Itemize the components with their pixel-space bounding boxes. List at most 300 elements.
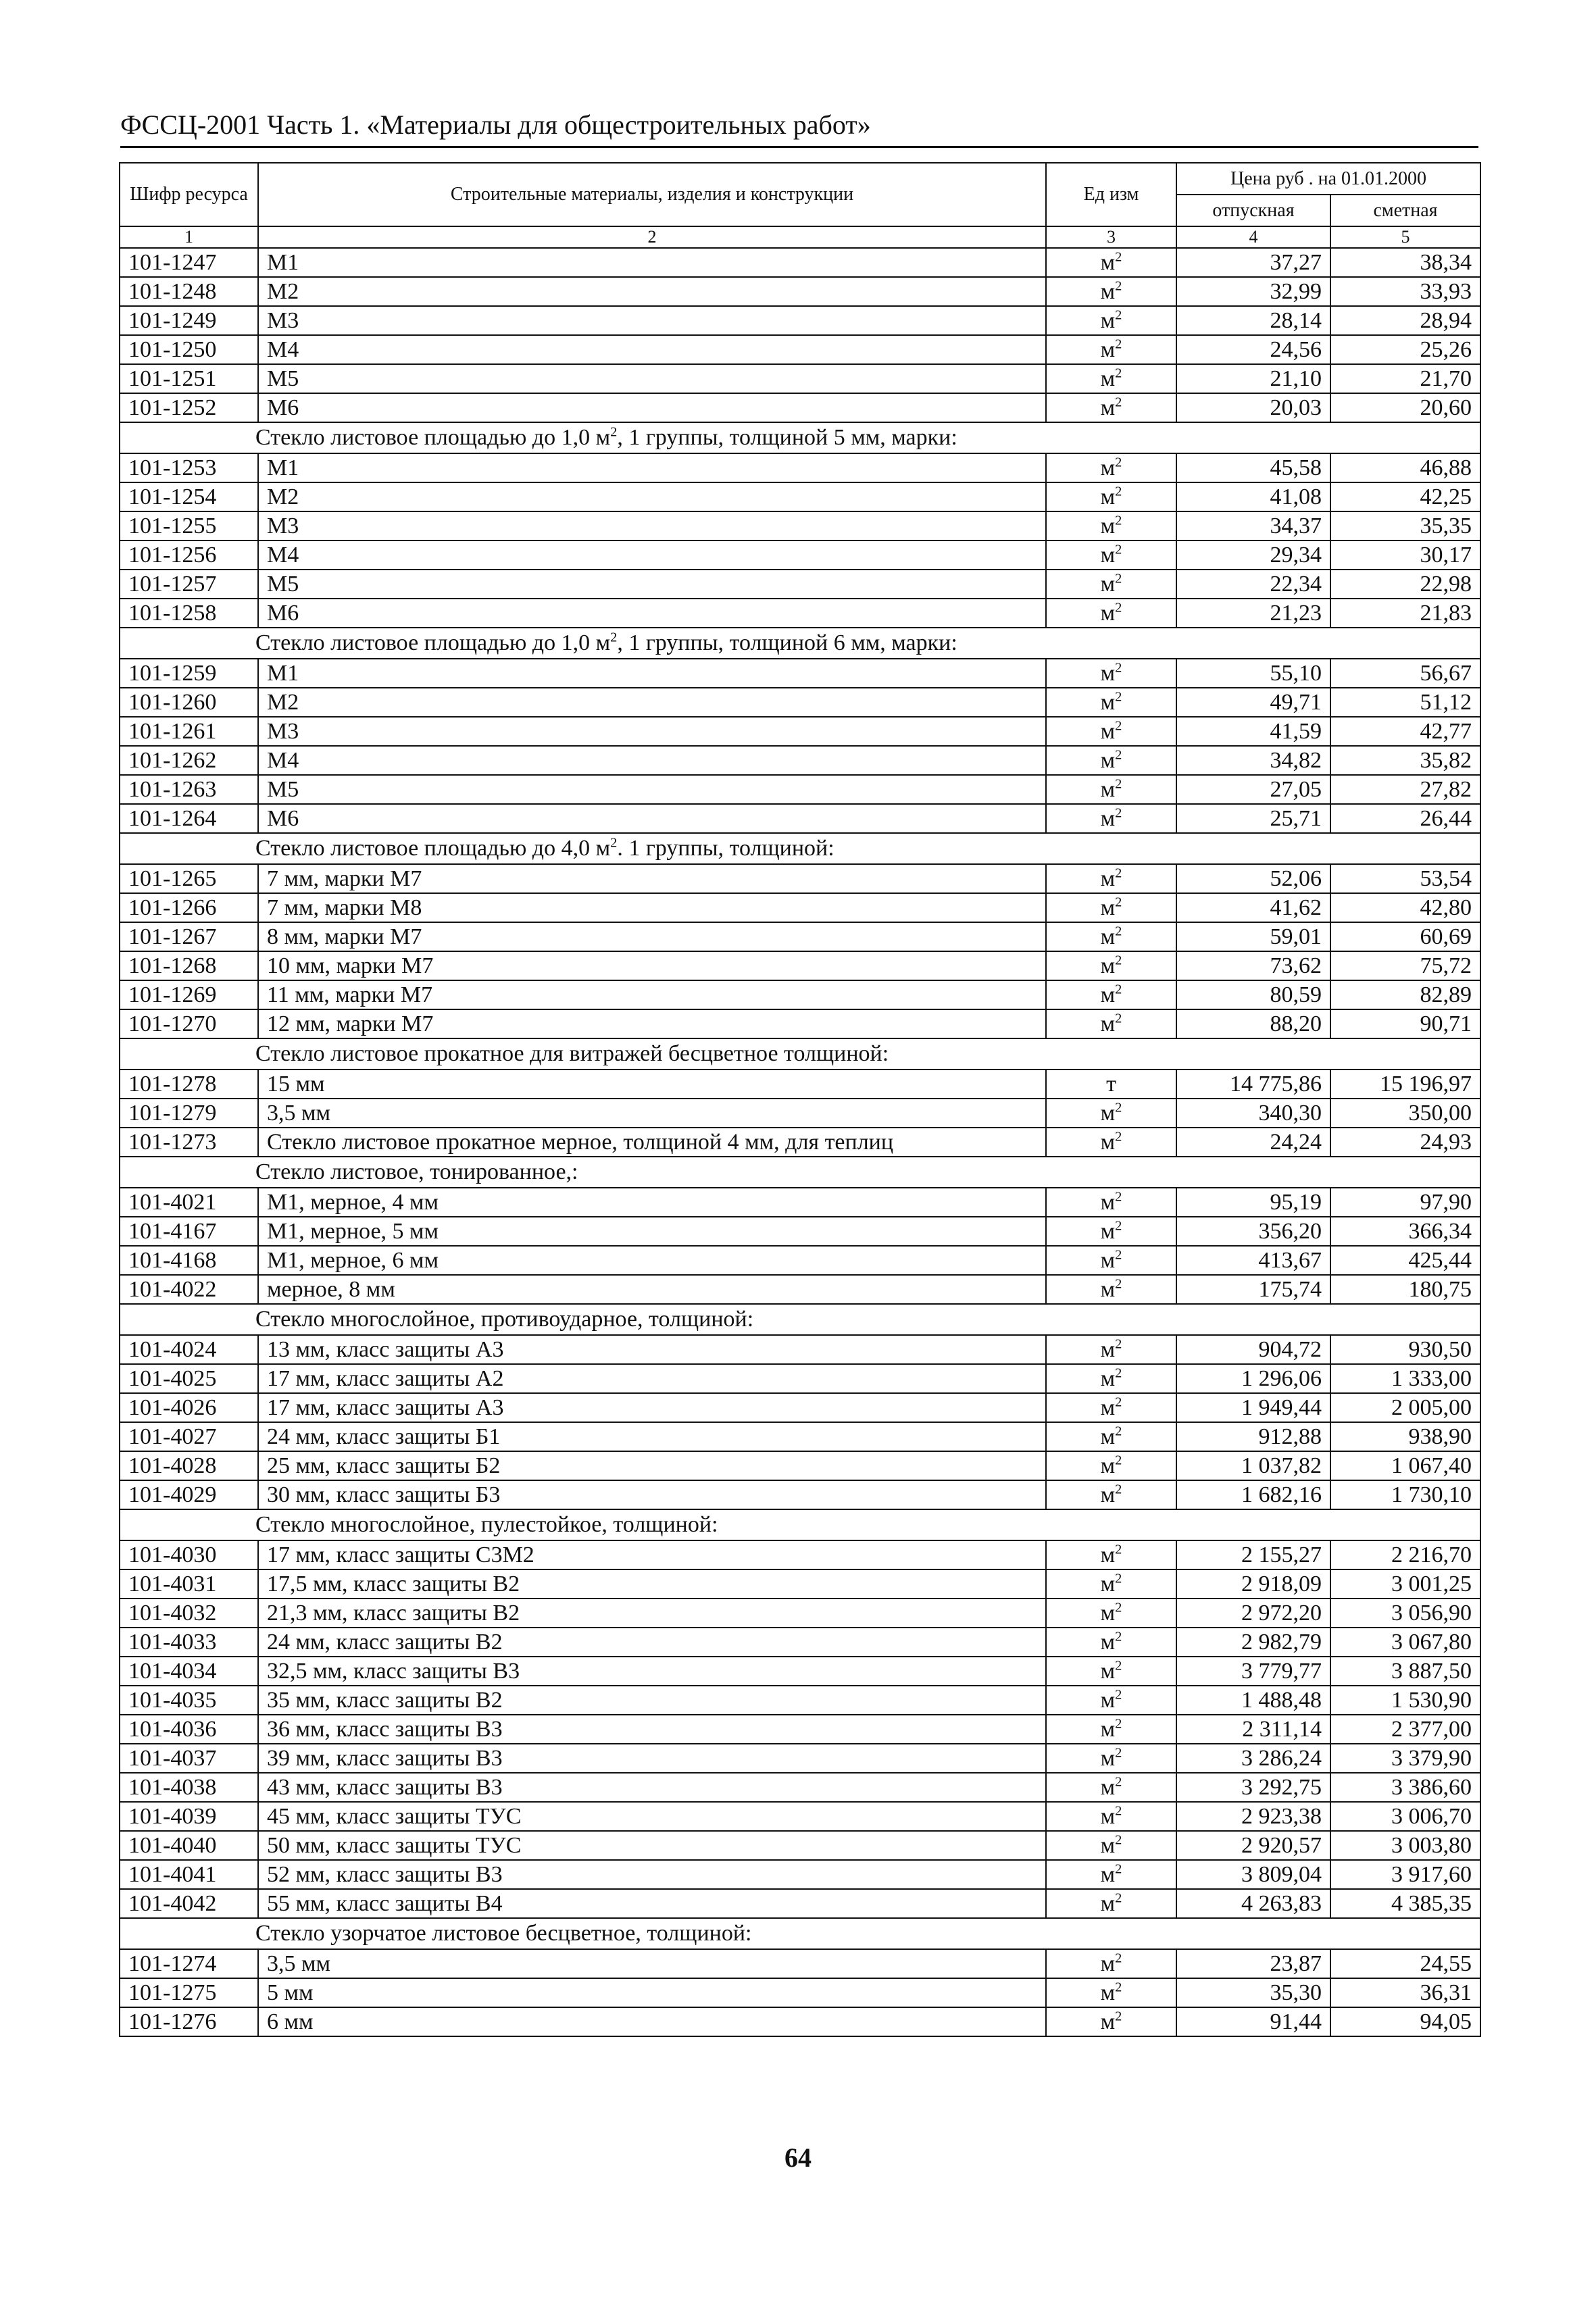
cell-code: 101-4039 xyxy=(120,1802,258,1831)
cell-price-estimate: 33,93 xyxy=(1330,277,1480,306)
unit-text: м xyxy=(1100,1951,1116,1976)
group-heading-text: Стекло листовое, тонированное,: xyxy=(255,1159,578,1184)
cell-name: 24 мм, класс защиты В2 xyxy=(258,1628,1046,1657)
table-row xyxy=(120,1540,1480,1569)
cell-code: 101-1251 xyxy=(120,364,258,393)
cell-unit xyxy=(1046,482,1176,511)
cell-price-estimate: 42,25 xyxy=(1330,482,1480,511)
cell-price-estimate: 38,34 xyxy=(1330,248,1480,277)
cell-unit xyxy=(1046,1628,1176,1657)
cell-name: M3 xyxy=(258,306,1046,335)
table-row xyxy=(120,2007,1480,2036)
header-name: Строительные материалы, изделия и конструкции xyxy=(258,163,1046,226)
cell-name: 10 мм, марки M7 xyxy=(258,951,1046,980)
cell-price-estimate: 20,60 xyxy=(1330,393,1480,422)
cell-name: M3 xyxy=(258,717,1046,746)
unit-text: м xyxy=(1100,1365,1116,1391)
unit-superscript: 2 xyxy=(1115,1276,1122,1292)
cell-price-estimate: 21,83 xyxy=(1330,599,1480,628)
cell-unit xyxy=(1046,804,1176,833)
unit-superscript: 2 xyxy=(1115,776,1122,792)
group-heading-text: Стекло листовое прокатное для витражей бесцветное толщиной: xyxy=(255,1041,889,1066)
table-row xyxy=(120,1569,1480,1599)
table-row xyxy=(120,1275,1480,1304)
table-row xyxy=(120,1802,1480,1831)
cell-price-estimate: 1 067,40 xyxy=(1330,1451,1480,1480)
unit-text: м xyxy=(1100,953,1116,978)
unit-text: м xyxy=(1100,1276,1116,1302)
table-row xyxy=(120,453,1480,482)
cell-price-release: 49,71 xyxy=(1176,688,1330,717)
table-row xyxy=(120,1188,1480,1217)
cell-name: 45 мм, класс защиты ТУС xyxy=(258,1802,1046,1831)
cell-unit xyxy=(1046,540,1176,570)
group-heading-text: Стекло многослойное, противоударное, толщиной: xyxy=(255,1307,754,1332)
cell-price-release: 175,74 xyxy=(1176,1275,1330,1304)
document-title: ФССЦ-2001 Часть 1. «Материалы для общестроительных работ» xyxy=(120,109,871,140)
unit-text: м xyxy=(1100,1861,1116,1887)
cell-name: 3,5 мм xyxy=(258,1949,1046,1978)
table-row xyxy=(120,688,1480,717)
unit-superscript: 2 xyxy=(1115,278,1122,294)
cell-unit xyxy=(1046,277,1176,306)
cell-price-estimate: 25,26 xyxy=(1330,335,1480,364)
unit-superscript: 2 xyxy=(1115,366,1122,381)
unit-superscript: 2 xyxy=(1115,1890,1122,1906)
cell-price-release: 59,01 xyxy=(1176,922,1330,951)
cell-price-estimate: 938,90 xyxy=(1330,1422,1480,1451)
group-heading-row xyxy=(120,1038,1480,1070)
cell-price-estimate: 42,77 xyxy=(1330,717,1480,746)
cell-name: M3 xyxy=(258,511,1046,540)
cell-price-release: 73,62 xyxy=(1176,951,1330,980)
cell-price-estimate: 930,50 xyxy=(1330,1335,1480,1364)
cell-price-release: 37,27 xyxy=(1176,248,1330,277)
group-heading xyxy=(120,1038,1480,1070)
header-code: Шифр ресурса xyxy=(120,163,258,226)
group-heading xyxy=(120,1918,1480,1949)
page-header xyxy=(120,108,1478,148)
cell-name: 52 мм, класс защиты В3 xyxy=(258,1860,1046,1889)
unit-text: м xyxy=(1100,307,1116,333)
table-row xyxy=(120,1451,1480,1480)
unit-text: м xyxy=(1100,1189,1116,1215)
cell-price-estimate: 180,75 xyxy=(1330,1275,1480,1304)
unit-text: м xyxy=(1100,1687,1116,1713)
unit-superscript: 2 xyxy=(1115,1687,1122,1703)
group-heading-text: Стекло листовое площадью до 1,0 м xyxy=(255,630,611,655)
header-unit: Ед изм xyxy=(1046,163,1176,226)
cell-name: M5 xyxy=(258,775,1046,804)
cell-code: 101-4026 xyxy=(120,1393,258,1422)
cell-name: 21,3 мм, класс защиты В2 xyxy=(258,1599,1046,1628)
cell-unit xyxy=(1046,951,1176,980)
unit-superscript: 2 xyxy=(1115,249,1122,265)
cell-unit xyxy=(1046,1802,1176,1831)
cell-unit xyxy=(1046,746,1176,775)
cell-name: M1 xyxy=(258,453,1046,482)
unit-text: м xyxy=(1100,1100,1116,1126)
cell-unit xyxy=(1046,1949,1176,1978)
table-row xyxy=(120,864,1480,893)
unit-superscript: 2 xyxy=(1115,1658,1122,1674)
table-row xyxy=(120,1773,1480,1802)
cell-code: 101-4031 xyxy=(120,1569,258,1599)
unit-text: м xyxy=(1100,484,1116,509)
cell-price-estimate: 60,69 xyxy=(1330,922,1480,951)
cell-code: 101-1265 xyxy=(120,864,258,893)
cell-price-release: 2 923,38 xyxy=(1176,1802,1330,1831)
cell-name: 43 мм, класс защиты В3 xyxy=(258,1773,1046,1802)
cell-price-estimate: 90,71 xyxy=(1330,1009,1480,1038)
table-row xyxy=(120,1657,1480,1686)
unit-text: м xyxy=(1100,1600,1116,1626)
cell-code: 101-1276 xyxy=(120,2007,258,2036)
unit-superscript: 2 xyxy=(1115,1745,1122,1761)
table-row xyxy=(120,1949,1480,1978)
cell-name: M5 xyxy=(258,364,1046,393)
cell-unit xyxy=(1046,1540,1176,1569)
cell-price-release: 14 775,86 xyxy=(1176,1070,1330,1099)
cell-price-release: 20,03 xyxy=(1176,393,1330,422)
cell-name: Стекло листовое прокатное мерное, толщиной 4 мм, для теплиц xyxy=(258,1128,1046,1157)
unit-text: м xyxy=(1100,600,1116,626)
group-heading-row xyxy=(120,628,1480,659)
cell-code: 101-4032 xyxy=(120,1599,258,1628)
cell-price-estimate: 3 379,90 xyxy=(1330,1744,1480,1773)
cell-code: 101-4024 xyxy=(120,1335,258,1364)
cell-unit xyxy=(1046,1364,1176,1393)
cell-name: 55 мм, класс защиты В4 xyxy=(258,1889,1046,1918)
header-col-number: 3 xyxy=(1046,226,1176,248)
cell-price-release: 88,20 xyxy=(1176,1009,1330,1038)
cell-price-estimate: 425,44 xyxy=(1330,1246,1480,1275)
group-heading-superscript: 2 xyxy=(610,424,618,440)
table-row xyxy=(120,248,1480,277)
unit-superscript: 2 xyxy=(1115,1774,1122,1790)
unit-text: м xyxy=(1100,805,1116,831)
cell-name: 17 мм, класс защиты А3 xyxy=(258,1393,1046,1422)
cell-code: 101-4027 xyxy=(120,1422,258,1451)
cell-code: 101-4036 xyxy=(120,1715,258,1744)
unit-text: м xyxy=(1100,689,1116,715)
cell-price-estimate: 350,00 xyxy=(1330,1099,1480,1128)
unit-superscript: 2 xyxy=(1115,600,1122,615)
unit-text: м xyxy=(1100,455,1116,480)
table-row xyxy=(120,599,1480,628)
unit-text: м xyxy=(1100,1336,1116,1362)
unit-text: м xyxy=(1100,2009,1116,2034)
cell-code: 101-1264 xyxy=(120,804,258,833)
unit-text: м xyxy=(1100,776,1116,802)
cell-code: 101-1253 xyxy=(120,453,258,482)
cell-unit xyxy=(1046,893,1176,922)
unit-superscript: 2 xyxy=(1115,455,1122,470)
cell-unit xyxy=(1046,1657,1176,1686)
cell-unit xyxy=(1046,1715,1176,1744)
cell-price-estimate: 97,90 xyxy=(1330,1188,1480,1217)
cell-name: 13 мм, класс защиты А3 xyxy=(258,1335,1046,1364)
unit-superscript: 2 xyxy=(1115,571,1122,586)
cell-unit xyxy=(1046,1773,1176,1802)
table-row xyxy=(120,1628,1480,1657)
cell-name: 12 мм, марки M7 xyxy=(258,1009,1046,1038)
group-heading xyxy=(120,1509,1480,1540)
table-row xyxy=(120,1070,1480,1099)
cell-unit xyxy=(1046,1275,1176,1304)
cell-name: 17,5 мм, класс защиты В2 xyxy=(258,1569,1046,1599)
cell-price-estimate: 46,88 xyxy=(1330,453,1480,482)
cell-price-estimate: 1 530,90 xyxy=(1330,1686,1480,1715)
unit-text: м xyxy=(1100,571,1116,597)
cell-price-estimate: 42,80 xyxy=(1330,893,1480,922)
cell-price-release: 28,14 xyxy=(1176,306,1330,335)
unit-superscript: 2 xyxy=(1115,336,1122,352)
cell-code: 101-4035 xyxy=(120,1686,258,1715)
cell-name: M2 xyxy=(258,482,1046,511)
cell-price-release: 4 263,83 xyxy=(1176,1889,1330,1918)
header-col-number: 1 xyxy=(120,226,258,248)
cell-price-estimate: 56,67 xyxy=(1330,659,1480,688)
unit-text: м xyxy=(1100,747,1116,773)
cell-unit xyxy=(1046,1217,1176,1246)
cell-name: 36 мм, класс защиты В3 xyxy=(258,1715,1046,1744)
table-body xyxy=(120,248,1480,2036)
unit-superscript: 2 xyxy=(1115,1629,1122,1644)
unit-superscript: 2 xyxy=(1115,1011,1122,1026)
cell-price-release: 3 292,75 xyxy=(1176,1773,1330,1802)
cell-price-release: 32,99 xyxy=(1176,277,1330,306)
unit-text: м xyxy=(1100,1247,1116,1273)
cell-price-release: 35,30 xyxy=(1176,1978,1330,2007)
table-row xyxy=(120,1364,1480,1393)
unit-superscript: 2 xyxy=(1115,2009,1122,2024)
table-row xyxy=(120,1393,1480,1422)
cell-code: 101-4042 xyxy=(120,1889,258,1918)
unit-text: м xyxy=(1100,542,1116,568)
cell-name: M6 xyxy=(258,599,1046,628)
cell-price-release: 34,82 xyxy=(1176,746,1330,775)
cell-name: M4 xyxy=(258,335,1046,364)
group-heading-row xyxy=(120,422,1480,453)
unit-superscript: 2 xyxy=(1115,1951,1122,1966)
cell-name: M1 xyxy=(258,248,1046,277)
cell-unit xyxy=(1046,248,1176,277)
cell-price-release: 41,59 xyxy=(1176,717,1330,746)
cell-name: 24 мм, класс защиты Б1 xyxy=(258,1422,1046,1451)
cell-name: 32,5 мм, класс защиты В3 xyxy=(258,1657,1046,1686)
cell-unit xyxy=(1046,1128,1176,1157)
header-col-number: 5 xyxy=(1330,226,1480,248)
cell-price-estimate: 30,17 xyxy=(1330,540,1480,570)
header-col-number: 4 xyxy=(1176,226,1330,248)
table-row xyxy=(120,1099,1480,1128)
cell-price-estimate: 3 001,25 xyxy=(1330,1569,1480,1599)
table-row xyxy=(120,1335,1480,1364)
cell-code: 101-1256 xyxy=(120,540,258,570)
unit-superscript: 2 xyxy=(1115,805,1122,821)
unit-text: м xyxy=(1100,982,1116,1007)
cell-code: 101-4041 xyxy=(120,1860,258,1889)
cell-unit xyxy=(1046,1744,1176,1773)
cell-unit xyxy=(1046,1246,1176,1275)
table-row xyxy=(120,1715,1480,1744)
cell-price-release: 3 809,04 xyxy=(1176,1860,1330,1889)
cell-unit xyxy=(1046,864,1176,893)
cell-price-release: 55,10 xyxy=(1176,659,1330,688)
header-price-release: отпускная xyxy=(1176,195,1330,226)
unit-superscript: 2 xyxy=(1115,1394,1122,1410)
cell-price-estimate: 27,82 xyxy=(1330,775,1480,804)
table-row xyxy=(120,1599,1480,1628)
table-row xyxy=(120,277,1480,306)
cell-name: 15 мм xyxy=(258,1070,1046,1099)
cell-unit xyxy=(1046,335,1176,364)
cell-unit xyxy=(1046,393,1176,422)
cell-price-estimate: 36,31 xyxy=(1330,1978,1480,2007)
cell-name: 50 мм, класс защиты ТУС xyxy=(258,1831,1046,1860)
cell-name: M1, мерное, 6 мм xyxy=(258,1246,1046,1275)
table-row xyxy=(120,540,1480,570)
cell-name: 17 мм, класс защиты А2 xyxy=(258,1364,1046,1393)
table-row xyxy=(120,775,1480,804)
cell-name: M4 xyxy=(258,540,1046,570)
cell-code: 101-4037 xyxy=(120,1744,258,1773)
cell-name: M2 xyxy=(258,688,1046,717)
unit-text: м xyxy=(1100,660,1116,686)
unit-text: м xyxy=(1100,513,1116,538)
cell-price-release: 41,08 xyxy=(1176,482,1330,511)
cell-code: 101-1267 xyxy=(120,922,258,951)
cell-unit xyxy=(1046,364,1176,393)
cell-unit xyxy=(1046,1335,1176,1364)
cell-price-release: 91,44 xyxy=(1176,2007,1330,2036)
unit-text: м xyxy=(1100,1803,1116,1829)
unit-superscript: 2 xyxy=(1115,395,1122,410)
cell-name: 5 мм xyxy=(258,1978,1046,2007)
table-row xyxy=(120,922,1480,951)
cell-unit xyxy=(1046,1099,1176,1128)
cell-unit xyxy=(1046,688,1176,717)
cell-price-release: 356,20 xyxy=(1176,1217,1330,1246)
table-row xyxy=(120,746,1480,775)
group-heading xyxy=(120,1157,1480,1188)
table-row xyxy=(120,951,1480,980)
unit-superscript: 2 xyxy=(1115,1218,1122,1234)
cell-price-release: 23,87 xyxy=(1176,1949,1330,1978)
table-row xyxy=(120,1686,1480,1715)
table-row xyxy=(120,570,1480,599)
cell-code: 101-4168 xyxy=(120,1246,258,1275)
cell-price-estimate: 3 386,60 xyxy=(1330,1773,1480,1802)
cell-unit xyxy=(1046,922,1176,951)
unit-text: м xyxy=(1100,1129,1116,1155)
cell-price-estimate: 3 887,50 xyxy=(1330,1657,1480,1686)
unit-superscript: 2 xyxy=(1115,513,1122,528)
cell-unit xyxy=(1046,1831,1176,1860)
cell-code: 101-1255 xyxy=(120,511,258,540)
cell-code: 101-1250 xyxy=(120,335,258,364)
group-heading-text: Стекло листовое площадью до 4,0 м xyxy=(255,836,611,861)
table-row xyxy=(120,893,1480,922)
cell-unit xyxy=(1046,659,1176,688)
cell-code: 101-1279 xyxy=(120,1099,258,1128)
cell-code: 101-1257 xyxy=(120,570,258,599)
cell-code: 101-1260 xyxy=(120,688,258,717)
cell-price-estimate: 24,93 xyxy=(1330,1128,1480,1157)
cell-unit xyxy=(1046,1860,1176,1889)
cell-name: 7 мм, марки M7 xyxy=(258,864,1046,893)
cell-price-estimate: 2 005,00 xyxy=(1330,1393,1480,1422)
cell-code: 101-1278 xyxy=(120,1070,258,1099)
unit-text: м xyxy=(1100,249,1116,275)
cell-name: M5 xyxy=(258,570,1046,599)
cell-code: 101-1275 xyxy=(120,1978,258,2007)
cell-name: M4 xyxy=(258,746,1046,775)
unit-superscript: 2 xyxy=(1115,1336,1122,1352)
unit-superscript: 2 xyxy=(1115,1424,1122,1439)
cell-price-release: 24,56 xyxy=(1176,335,1330,364)
cell-price-release: 3 779,77 xyxy=(1176,1657,1330,1686)
table-row xyxy=(120,1744,1480,1773)
cell-price-estimate: 2 216,70 xyxy=(1330,1540,1480,1569)
cell-code: 101-1268 xyxy=(120,951,258,980)
unit-text: т xyxy=(1106,1071,1116,1097)
table-row xyxy=(120,1422,1480,1451)
cell-unit xyxy=(1046,717,1176,746)
cell-code: 101-1252 xyxy=(120,393,258,422)
unit-superscript: 2 xyxy=(1115,542,1122,557)
cell-price-estimate: 15 196,97 xyxy=(1330,1070,1480,1099)
table-row xyxy=(120,1217,1480,1246)
cell-price-release: 2 311,14 xyxy=(1176,1715,1330,1744)
cell-unit xyxy=(1046,1393,1176,1422)
unit-text: м xyxy=(1100,366,1116,391)
unit-superscript: 2 xyxy=(1115,1571,1122,1586)
cell-code: 101-1274 xyxy=(120,1949,258,1978)
unit-text: м xyxy=(1100,1890,1116,1916)
cell-price-estimate: 3 056,90 xyxy=(1330,1599,1480,1628)
unit-superscript: 2 xyxy=(1115,1100,1122,1115)
unit-text: м xyxy=(1100,1394,1116,1420)
cell-price-release: 2 972,20 xyxy=(1176,1599,1330,1628)
cell-price-release: 2 982,79 xyxy=(1176,1628,1330,1657)
cell-name: M6 xyxy=(258,393,1046,422)
cell-price-estimate: 3 067,80 xyxy=(1330,1628,1480,1657)
cell-price-release: 2 920,57 xyxy=(1176,1831,1330,1860)
unit-text: м xyxy=(1100,1629,1116,1655)
unit-text: м xyxy=(1100,1716,1116,1742)
cell-name: 7 мм, марки M8 xyxy=(258,893,1046,922)
table-row xyxy=(120,659,1480,688)
cell-price-release: 1 682,16 xyxy=(1176,1480,1330,1509)
cell-code: 101-4022 xyxy=(120,1275,258,1304)
cell-price-estimate: 2 377,00 xyxy=(1330,1715,1480,1744)
cell-code: 101-1261 xyxy=(120,717,258,746)
cell-unit xyxy=(1046,306,1176,335)
cell-code: 101-1248 xyxy=(120,277,258,306)
cell-code: 101-1269 xyxy=(120,980,258,1009)
cell-price-release: 2 918,09 xyxy=(1176,1569,1330,1599)
unit-superscript: 2 xyxy=(1115,1189,1122,1205)
unit-superscript: 2 xyxy=(1115,1453,1122,1468)
table-row xyxy=(120,980,1480,1009)
unit-superscript: 2 xyxy=(1115,865,1122,881)
cell-price-release: 2 155,27 xyxy=(1176,1540,1330,1569)
unit-superscript: 2 xyxy=(1115,1716,1122,1732)
unit-text: м xyxy=(1100,1832,1116,1858)
cell-unit xyxy=(1046,980,1176,1009)
